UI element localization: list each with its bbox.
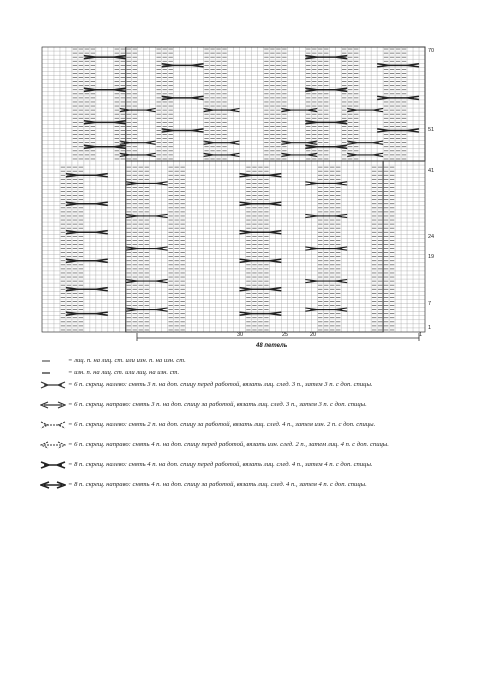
cable-symbol — [305, 214, 347, 217]
cable-symbol-path — [84, 121, 126, 124]
cable-symbol — [126, 214, 168, 217]
cable-symbol-path — [305, 88, 347, 91]
cable-symbol — [66, 288, 108, 291]
cable-6-left-icon — [40, 381, 66, 389]
cable-symbol — [84, 145, 126, 148]
legend-item — [40, 355, 490, 367]
cable-symbol-path — [305, 121, 347, 124]
cable-symbol-path — [66, 288, 108, 291]
column-label: 25 — [282, 332, 289, 338]
cable-symbol-path — [377, 129, 419, 132]
legend-text: = лиц. п. на лиц. ст. или изн. п. на изн. ст. — [68, 357, 186, 364]
cable-symbol — [305, 88, 347, 91]
column-label: 30 — [237, 332, 244, 338]
cable-symbol-path — [126, 247, 168, 250]
cable-symbol — [84, 121, 126, 124]
cable-symbol-path — [239, 288, 281, 291]
cable-symbol-path — [239, 312, 281, 315]
legend-item — [40, 459, 490, 471]
cable-symbol-path — [305, 308, 347, 311]
cable-symbol — [66, 202, 108, 205]
legend-text: = изн. п. на лиц. ст. или лиц. на изн. ст. — [68, 369, 180, 376]
cable-symbol-path — [66, 259, 108, 262]
cable-symbol — [305, 308, 347, 311]
cable-symbol — [66, 174, 108, 177]
row-label: 24 — [428, 234, 435, 240]
row-label: 1 — [428, 325, 432, 331]
cable-symbol-path — [66, 174, 108, 177]
cable-symbol — [305, 121, 347, 124]
cable-symbol — [239, 288, 281, 291]
cable-symbol — [239, 259, 281, 262]
purl-stitch-icon — [40, 369, 66, 377]
cable-symbol — [239, 312, 281, 315]
cable-symbol-path — [305, 280, 347, 283]
row-label: 41 — [428, 168, 435, 174]
row-label: 51 — [428, 127, 435, 133]
cable-symbol-path — [239, 231, 281, 234]
row-label: 70 — [428, 48, 435, 54]
cable-symbol-path — [66, 312, 108, 315]
cable-symbol — [305, 56, 347, 59]
legend-item — [40, 367, 490, 379]
cable-symbol-path — [162, 96, 204, 99]
legend-text: = 8 п. скрещ. налево: снять 4 п. на доп. спицу перед работой, вязать лиц. след. 4 п., затем 4 п. с доп. спицы. — [68, 461, 373, 468]
cable-symbol — [162, 64, 204, 67]
cable-8-left-icon — [40, 461, 66, 469]
cable-symbol — [305, 247, 347, 250]
cable-6-left-purl-icon — [40, 421, 66, 429]
legend-item — [40, 379, 490, 391]
cable-symbol-path — [239, 174, 281, 177]
cable-symbol-path — [162, 129, 204, 132]
cable-symbol-path — [84, 56, 126, 59]
column-label: 1 — [419, 332, 423, 338]
cable-symbol — [84, 56, 126, 59]
legend-item — [40, 399, 490, 411]
cable-symbol-path — [84, 145, 126, 148]
cable-symbol — [84, 88, 126, 91]
cable-symbol — [377, 96, 419, 99]
row-label: 7 — [428, 301, 432, 307]
cable-symbol — [66, 259, 108, 262]
legend-text: = 8 п. скрещ. направо: снять 4 п. на доп. спицу за работой, вязать лиц. след. 4 п., затем 4 п. с доп. спицы. — [68, 481, 367, 488]
cable-symbol — [377, 129, 419, 132]
legend-item — [40, 439, 490, 451]
cable-symbol — [126, 247, 168, 250]
cable-symbol-path — [66, 231, 108, 234]
cable-symbol-path — [377, 96, 419, 99]
knit-stitch-icon — [40, 357, 66, 365]
cable-symbol — [126, 280, 168, 283]
cable-symbol-path — [162, 64, 204, 67]
legend-item — [40, 479, 490, 491]
cable-symbol-path — [305, 182, 347, 185]
cable-symbol — [377, 64, 419, 67]
cable-symbol-path — [239, 202, 281, 205]
cable-symbol-path — [126, 214, 168, 217]
row-label: 19 — [428, 254, 435, 260]
cable-symbol — [162, 96, 204, 99]
cable-symbol — [126, 182, 168, 185]
cable-symbol-path — [126, 280, 168, 283]
cable-symbol-path — [305, 56, 347, 59]
cable-symbol-path — [305, 247, 347, 250]
legend-text: = 6 п. скрещ. налево: снять 3 п. на доп. спицу перед работой, вязать лиц. след. 3 п., затем 3 п. с доп. спицы. — [68, 381, 373, 388]
cable-6-right-purl-icon — [40, 441, 66, 449]
cable-6-right-icon — [40, 401, 66, 409]
cable-symbol — [66, 312, 108, 315]
cable-symbol — [162, 129, 204, 132]
cable-symbol-path — [305, 145, 347, 148]
legend-item — [40, 419, 490, 431]
cable-8-right-icon — [40, 481, 66, 489]
cable-symbol — [305, 182, 347, 185]
cable-symbol — [239, 231, 281, 234]
cable-symbol-path — [66, 202, 108, 205]
cable-symbol — [305, 280, 347, 283]
cable-symbol — [126, 308, 168, 311]
cable-symbol-path — [84, 88, 126, 91]
cable-symbol — [239, 202, 281, 205]
chart-legend — [40, 355, 490, 491]
cable-symbol — [305, 145, 347, 148]
cable-symbol-path — [126, 182, 168, 185]
legend-text: = 6 п. скрещ. направо: снять 4 п. на доп. спицу перед работой, вязать изн. след. 2 п., затем лиц. 4 п. с доп. спицы. — [68, 441, 389, 448]
legend-text: = 6 п. скрещ. направо: снять 3 п. на доп. спицу за работой, вязать лиц. след. 3 п., затем 3 п. с доп. спицы. — [68, 401, 367, 408]
cable-symbol — [239, 174, 281, 177]
cable-symbol-path — [305, 214, 347, 217]
cable-symbol-path — [126, 308, 168, 311]
legend-text: = 6 п. скрещ. налево: снять 2 п. на доп. спицу за работой, вязать лиц. след. 4 п., затем изн. 2 п. с доп. спицы. — [68, 421, 376, 428]
column-label: 20 — [310, 332, 317, 338]
cable-symbol-path — [239, 259, 281, 262]
cable-symbol-path — [377, 64, 419, 67]
cable-symbol — [66, 231, 108, 234]
width-label: 48 петель — [256, 343, 288, 349]
